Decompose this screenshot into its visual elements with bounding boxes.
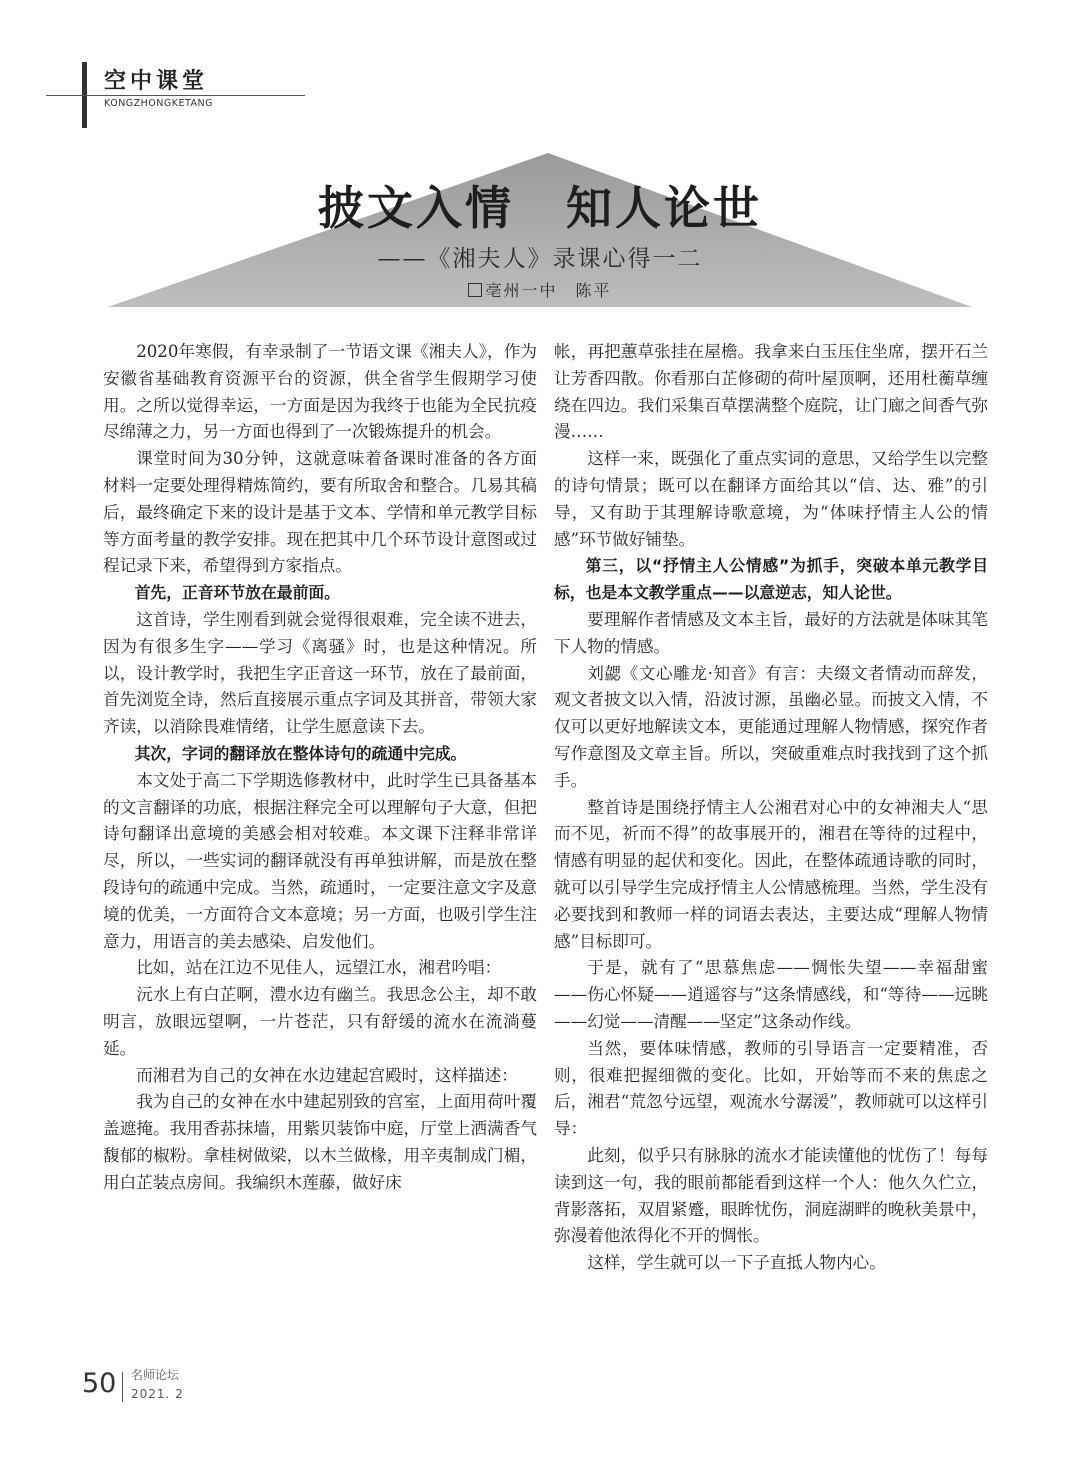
paragraph: 本文处于高二下学期选修教材中，此时学生已具备基本的文言翻译的功底，根据注释完全可以理解句子大意，但把诗句翻译出意境的美感会相对较难。本文课下注释非常详尽，所以，一些实词的翻译就没有再单独讲解，而是放在整段诗句的疏通中完成。当然，疏通时，一定要注意文字及意境的优美，一方面符合文本意境；另一方面，也吸引学生注意力，用语言的美去感染、启发他们。 bbox=[103, 770, 537, 951]
translation-quote: 此刻，似乎只有脉脉的流水才能读懂他的忧伤了！每每读到这一句，我的眼前都能看到这样一个人：他久久伫立，背影落拓，双眉紧蹙，眼眸忧伤，洞庭湖畔的晚秋美景中，弥漫着他浓得化不开的惆怅。 bbox=[554, 1145, 988, 1246]
paragraph: 这样，学生就可以一下子直抵人物内心。 bbox=[587, 1253, 886, 1273]
paragraph: 课堂时间为30分钟，这就意味着备课时准备的各方面材料一定要处理得精炼简约，要有所取舍和整合。几易其稿后，最终确定下来的设计是基于文本、学情和单元教学目标等方面考量的教学安排。现在把其中几个环节设计意图或过程记录下来，希望得到方家指点。 bbox=[103, 449, 537, 576]
paragraph: 刘勰《文心雕龙·知音》有言：夫缀文者情动而辞发，观文者披文以入情，沿波讨源，虽幽必显。而披文入情，不仅可以更好地解读文本，更能通过理解人物情感，探究作者写作意图及文章主旨。所以，突破重难点时我找到了这个抓手。 bbox=[554, 663, 988, 790]
header-rule bbox=[46, 95, 305, 96]
translation-quote: 我为自己的女神在水中建起别致的宫室，上面用荷叶覆盖遮掩。我用香荪抹墙，用紫贝装饰中庭，厅堂上洒满香气馥郁的椒粉。拿桂树做梁，以木兰做椽，用辛夷制成门楣，用白芷装点房间。我编织木莲藤，做好床 bbox=[103, 1092, 537, 1192]
paragraph-continued: 帐，再把蕙草张挂在屋檐。我拿来白玉压住坐席，摆开石兰让芳香四散。你看那白芷修砌的荷叶屋顶啊，还用杜蘅草缠绕在四边。我们采集百草摆满整个庭院，让门廊之间香气弥漫…… bbox=[554, 342, 988, 442]
section-heading: 第三，以“抒情主人公情感”为抓手，突破本单元教学目标，也是本文教学重点——以意逆志，知人论世。 bbox=[554, 556, 988, 603]
paragraph: 当然，要体味情感，教师的引导语言一定要精准，否则，很难把握细微的变化。比如，开始等而不来的焦虑之后，湘君“荒忽兮远望，观流水兮潺湲”，教师就可以这样引导： bbox=[554, 1038, 988, 1139]
paragraph: 比如，站在江边不见佳人，远望江水，湘君吟唱： bbox=[136, 958, 502, 978]
page-number: 50 bbox=[82, 1368, 117, 1399]
journal-name: 名师论坛 bbox=[131, 1368, 180, 1382]
article-subtitle: ——《湘夫人》录课心得一二 bbox=[377, 246, 703, 272]
section-heading: 首先，正音环节放在最前面。 bbox=[134, 583, 340, 603]
section-pinyin: KONGZHONGKETANG bbox=[104, 98, 214, 109]
author-name: 亳州一中 陈平 bbox=[485, 281, 612, 300]
section-heading: 其次，字词的翻译放在整体诗句的疏通中完成。 bbox=[134, 743, 467, 763]
paragraph: 要理解作者情感及文本主旨，最好的方法就是体味其笔下人物的情感。 bbox=[554, 609, 988, 656]
author-line bbox=[0, 278, 1080, 301]
square-bullet-icon bbox=[468, 283, 482, 297]
left-column bbox=[103, 339, 537, 1197]
paragraph: 而湘君为自己的女神在水边建起宫殿时，这样描述： bbox=[136, 1065, 518, 1085]
paragraph: 于是，就有了“思慕焦虑——惆怅失望——幸福甜蜜——伤心怀疑——逍遥容与”这条情感线，和“等待——远眺——幻觉——清醒——坚定”这条动作线。 bbox=[554, 958, 988, 1031]
article-title bbox=[0, 172, 1080, 238]
translation-quote: 沅水上有白芷啊，澧水边有幽兰。我思念公主，却不敢明言，放眼远望啊，一片苍茫，只有舒缓的流水在流淌蔓延。 bbox=[103, 985, 537, 1058]
section-title: 空中课堂 bbox=[104, 68, 209, 94]
paragraph: 这样一来，既强化了重点实词的意思，又给学生以完整的诗句情景；既可以在翻译方面给其以“信、达、雅”的引导，又有助于其理解诗歌意境，为“体味抒情主人公的情感”环节做好铺垫。 bbox=[554, 449, 988, 549]
article-title-part2: 知人论世 bbox=[566, 181, 762, 235]
paragraph: 整首诗是围绕抒情主人公湘君对心中的女神湘夫人“思而不见，祈而不得”的故事展开的，湘君在等待的过程中，情感有明显的起伏和变化。因此，在整体疏通诗歌的同时，就可以引导学生完成抒情主人公情感梳理。当然，学生没有必要找到和教师一样的词语去表达，主要达成“理解人物情感”目标即可。 bbox=[554, 797, 988, 951]
paragraph: 这首诗，学生刚看到就会觉得很艰难，完全读不进去，因为有很多生字——学习《离骚》时，也是这种情况。所以，设计教学时，我把生字正音这一环节，放在了最前面，首先浏览全诗，然后直接展示重点字词及其拼音，带领大家齐读，以消除畏难情绪，让学生愿意读下去。 bbox=[103, 609, 537, 737]
issue-date: 2021. 2 bbox=[131, 1387, 184, 1401]
paragraph: 2020年寒假，有幸录制了一节语文课《湘夫人》，作为安徽省基础教育资源平台的资源，供全省学生假期学习使用。之所以觉得幸运，一方面是因为我终于也能为全民抗疫尽绵薄之力，另一方面也得到了一次锻炼提升的机会。 bbox=[103, 342, 537, 442]
article-title-part1: 披文入情 bbox=[318, 181, 514, 235]
right-column bbox=[554, 339, 988, 1277]
footer-divider bbox=[122, 1372, 123, 1402]
